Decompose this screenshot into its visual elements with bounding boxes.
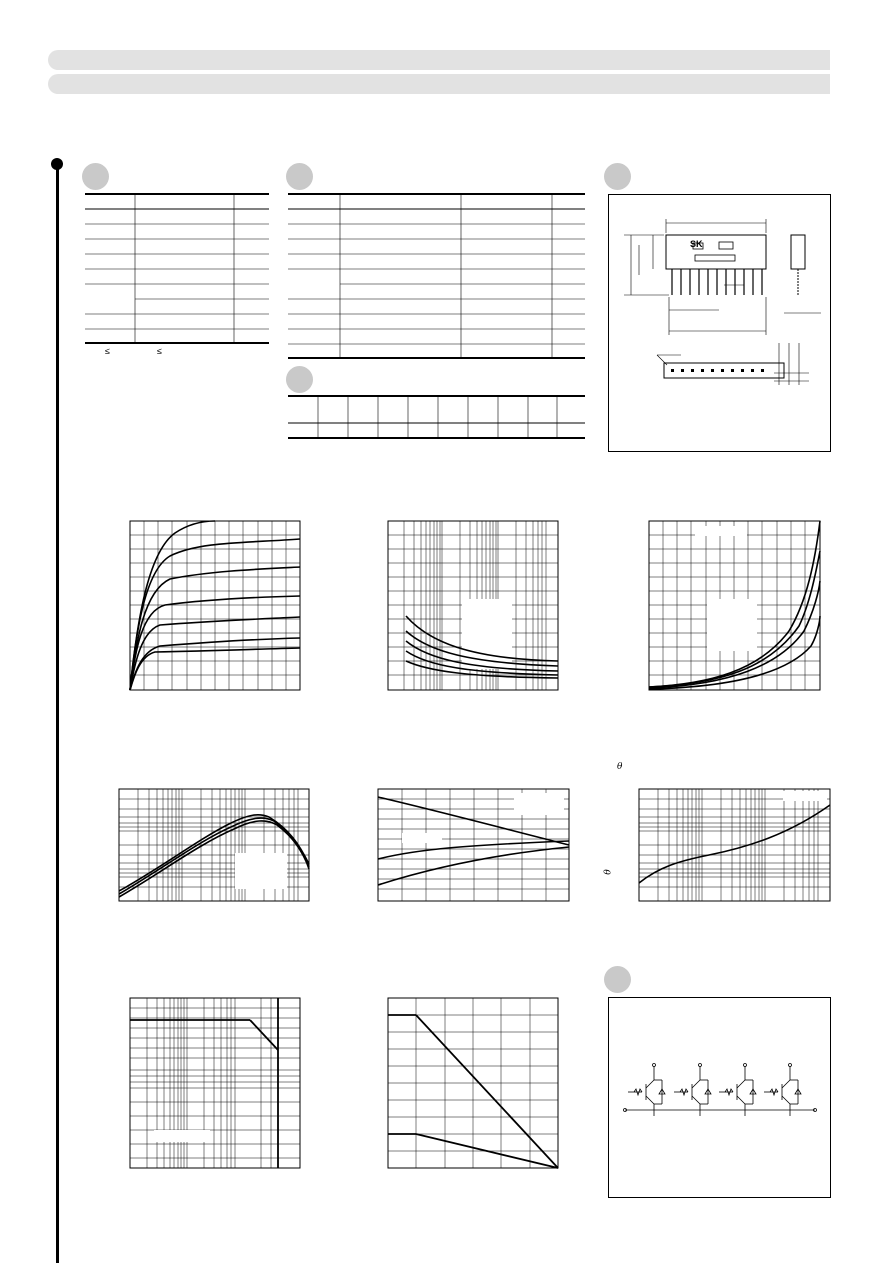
package-marking-logo: SK (690, 239, 703, 249)
section-badge-ratings (82, 163, 109, 190)
left-margin-rule (56, 163, 59, 1263)
graph-1 (130, 521, 301, 691)
characteristics-table (288, 193, 586, 360)
theta-label-side: θ (603, 869, 614, 875)
ratings-table (85, 193, 270, 345)
graph-5 (378, 789, 570, 902)
le-symbol-1: ≤ (105, 346, 110, 356)
section-badge-ranking (286, 366, 313, 393)
header-band-top (48, 50, 830, 70)
graph-2 (388, 521, 559, 691)
left-margin-dot (51, 158, 63, 170)
header-band-bottom (48, 74, 830, 94)
le-symbol-2: ≤ (157, 346, 162, 356)
graph-7 (130, 998, 301, 1169)
theta-label-top: θ (617, 762, 623, 772)
ranking-table (288, 395, 586, 440)
package-outline-drawing (609, 195, 829, 450)
graph-4 (119, 789, 310, 902)
graph-6 (639, 789, 831, 902)
section-badge-dimensions (604, 163, 631, 190)
section-badge-characteristics (286, 163, 313, 190)
equivalent-circuit-diagram (620, 1060, 820, 1130)
graph-8 (388, 998, 559, 1169)
graph-3 (649, 521, 821, 691)
section-badge-equivalent-circuit (604, 966, 631, 993)
